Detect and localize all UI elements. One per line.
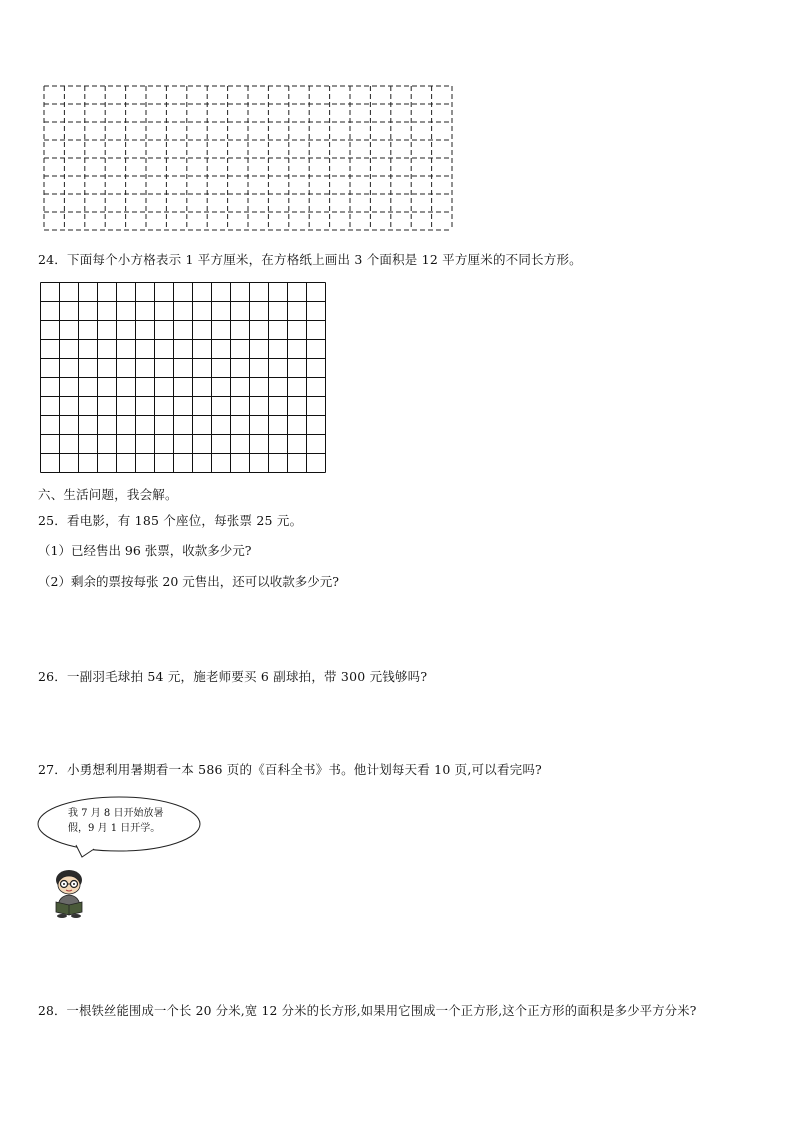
dashed-grid-svg [38,82,458,234]
section-title: 六、生活问题，我会解。 [38,487,178,502]
square-grid [38,280,330,474]
square-grid-svg [38,280,330,474]
question-25: 25．看电影，有 185 个座位，每张票 25 元。 [38,513,303,528]
question-24: 24．下面每个小方格表示 1 平方厘米，在方格纸上画出 3 个面积是 12 平方厘米的不同长方形。 [38,252,582,267]
dashed-grid [38,82,458,234]
bubble-line-2: 假，9 月 1 日开学。 [68,823,161,834]
question-27: 27．小勇想利用暑期看一本 586 页的《百科全书》书。他计划每天看 10 页,可以看完吗? [38,762,542,777]
bubble-line-1: 我 7 月 8 日开始放暑 [68,808,164,819]
boy-reading-icon [50,868,90,918]
question-26: 26．一副羽毛球拍 54 元，施老师要买 6 副球拍，带 300 元钱够吗? [38,669,428,684]
question-25-part-1: （1）已经售出 96 张票，收款多少元? [38,543,252,558]
speech-bubble [36,795,206,859]
question-28: 28．一根铁丝能围成一个长 20 分米,宽 12 分米的长方形,如果用它围成一个正方形,这个正方形的面积是多少平方分米? [38,1004,697,1018]
question-25-part-2: （2）剩余的票按每张 20 元售出，还可以收款多少元? [38,574,340,589]
